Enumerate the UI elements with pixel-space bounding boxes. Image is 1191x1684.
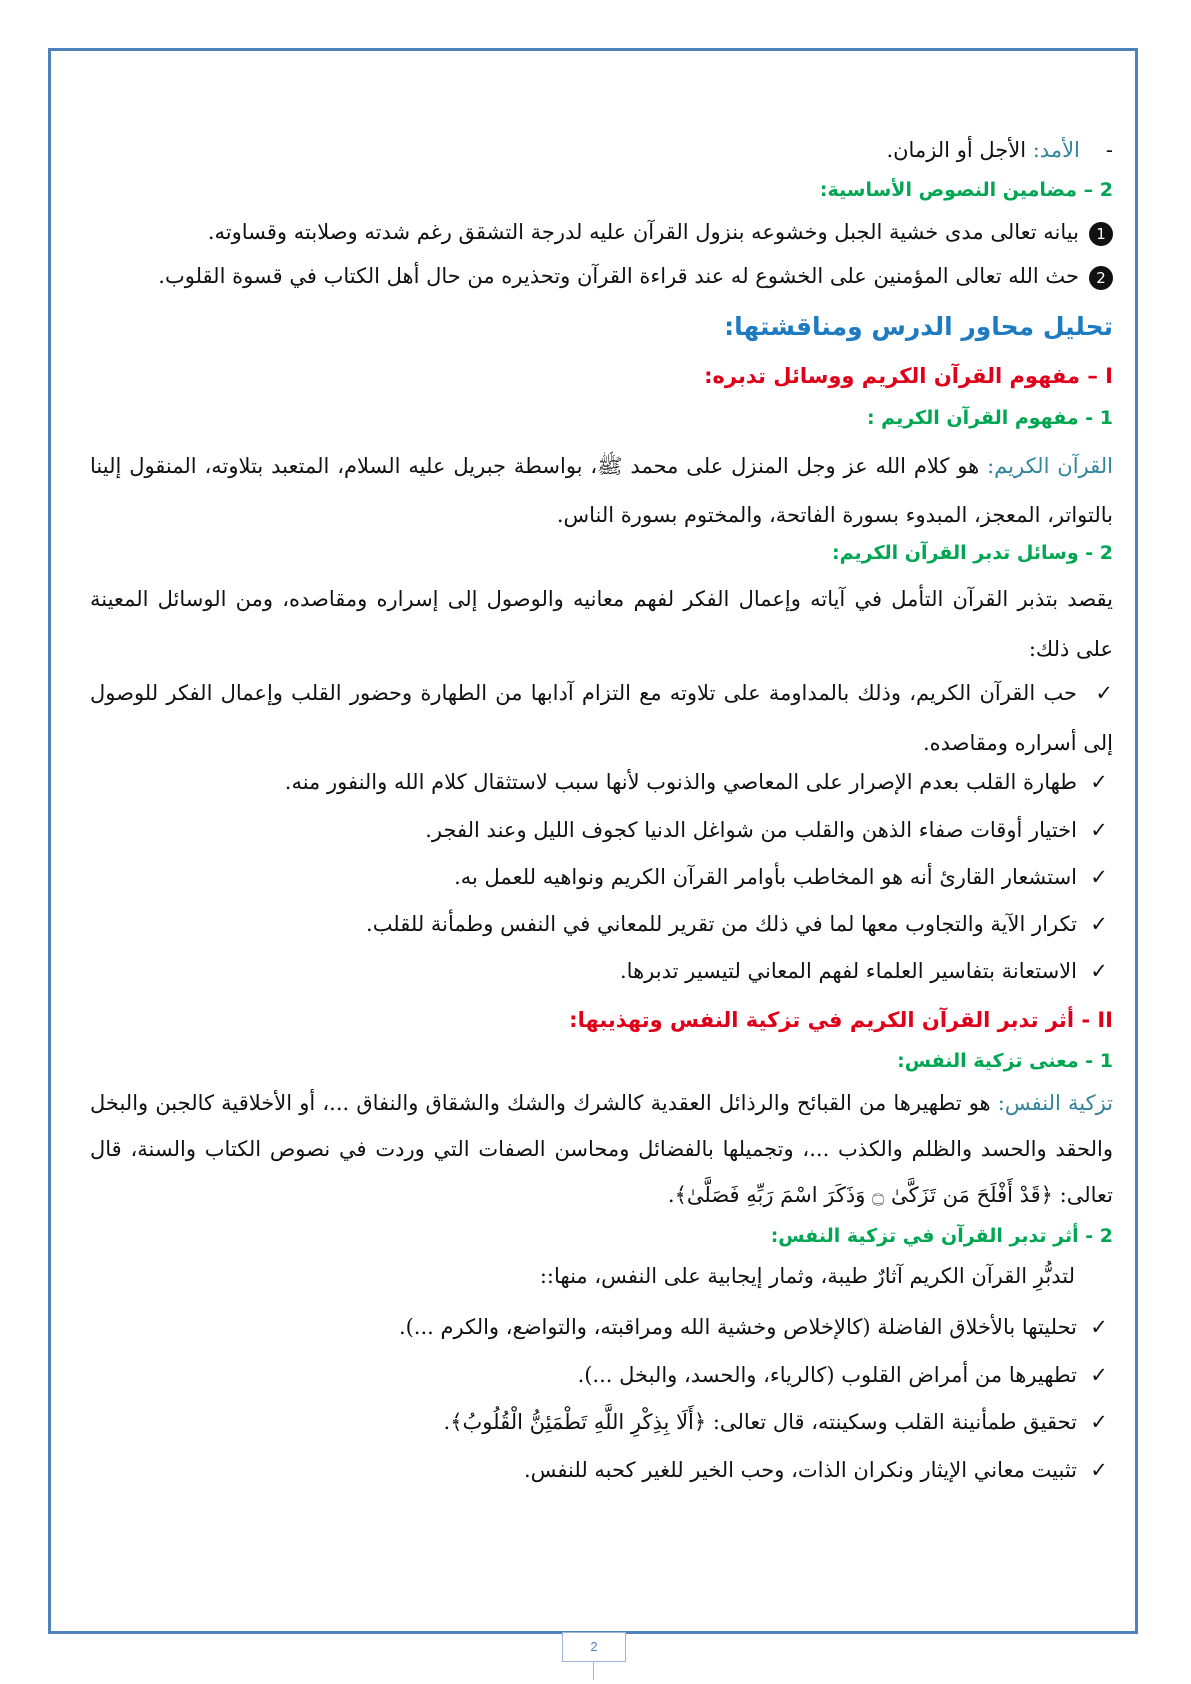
check-icon: ✓ xyxy=(1090,959,1108,983)
list-item: ✓طهارة القلب بعدم الإصرار على المعاصي والذنوب لأنها سبب لاستثقال كلام الله والنفور منه. xyxy=(90,766,1113,799)
check-icon: ✓ xyxy=(1090,770,1108,794)
page-number-connector xyxy=(593,1662,594,1680)
page-number: 2 xyxy=(562,1632,626,1662)
list-item: ✓اختيار أوقات صفاء الذهن والقلب من شواغل الدنيا كجوف الليل وعند الفجر. xyxy=(90,814,1113,847)
check-icon: ✓ xyxy=(1090,818,1108,842)
list-item: ✓حب القرآن الكريم، وذلك بالمداومة على تلاوته مع التزام آدابها من الطهارة وحضور القلب وإعمال الفكر للوصول إلى أسراره ومقاصده. xyxy=(90,668,1113,768)
check-icon: ✓ xyxy=(1090,912,1108,936)
check-icon: ✓ xyxy=(1090,865,1108,889)
part2-sub2-intro: لتدبُّرِ القرآن الكريم آثارٌ طيبة، وثمار إيجابية على النفس، منها:: xyxy=(539,1264,1075,1288)
glossary-text: الأجل أو الزمان. xyxy=(886,138,1033,162)
list-item: ✓تثبيت معاني الإيثار ونكران الذات، وحب الخير للغير كحبه للنفس. xyxy=(90,1454,1113,1487)
list-item: ✓تحليتها بالأخلاق الفاضلة (كالإخلاص وخشية الله ومراقبته، والتواضع، والكرم ...). xyxy=(90,1311,1113,1344)
list-item: ✓استشعار القارئ أنه هو المخاطب بأوامر القرآن الكريم ونواهيه للعمل به. xyxy=(90,861,1113,894)
analysis-heading: تحليل محاور الدرس ومناقشتها: xyxy=(724,312,1113,341)
list-item: ✓الاستعانة بتفاسير العلماء لفهم المعاني لتيسير تدبرها. xyxy=(90,955,1113,988)
definition-text: هو كلام الله عز وجل المنزل على محمد ﷺ، بواسطة جبريل عليه السلام، المتعبد بتلاوته، المنقول إلينا بالتواتر، المعجز، المبدوء بسورة الفاتحة، والمختوم بسورة الناس. xyxy=(90,454,1113,527)
number-badge: 1 xyxy=(1089,222,1113,246)
definition-text: هو تطهيرها من القبائح والرذائل العقدية كالشرك والشك والشقاق والنفاق ...، أو الأخلاقية كالجبن والبخل والحقد والحسد والظلم والكذب ...، وتجميلها بالفضائل ومحاسن الصفات التي وردت في نصوص الكتاب والسنة، قال تعالى: ﴿قَدْ أَفْلَحَ مَن تَزَكَّىٰ ۝ وَذَكَرَ اسْمَ رَبِّهِ فَصَلَّىٰ﴾. xyxy=(90,1091,1113,1207)
part1-sub2-intro: يقصد بتذبر القرآن التأمل في آياته وإعمال الفكر لفهم معانيه والوصول إلى إسراره ومقاصده، ومن الوسائل المعينة على ذلك: xyxy=(90,587,1113,661)
definition-term: تزكية النفس: xyxy=(997,1091,1113,1115)
part1-sub1-heading: 1 - مفهوم القرآن الكريم : xyxy=(866,407,1113,429)
part1-heading: I – مفهوم القرآن الكريم ووسائل تدبره: xyxy=(704,364,1113,388)
summary-text: بيانه تعالى مدى خشية الجبل وخشوعه بنزول القرآن عليه لدرجة التشقق رغم شدته وصلابته وقساوته. xyxy=(207,220,1079,244)
list-item: ✓تطهيرها من أمراض القلوب (كالرياء، والحسد، والبخل ...). xyxy=(90,1359,1113,1392)
list-item: ✓تكرار الآية والتجاوب معها لما في ذلك من تقرير للمعاني في النفس وطمأنة للقلب. xyxy=(90,908,1113,941)
section2-heading: 2 – مضامين النصوص الأساسية: xyxy=(819,179,1113,201)
part2-sub2-heading: 2 - أثر تدبر القرآن في تزكية النفس: xyxy=(770,1225,1113,1247)
summary-item-1 xyxy=(90,216,1113,249)
summary-item-2 xyxy=(90,260,1113,293)
glossary-dash: - xyxy=(1105,138,1113,162)
part1-sub2-heading: 2 - وسائل تدبر القرآن الكريم: xyxy=(832,542,1113,564)
glossary-item xyxy=(90,134,1113,167)
part2-heading: II - أثر تدبر القرآن الكريم في تزكية النفس وتهذيبها: xyxy=(569,1008,1113,1032)
check-icon: ✓ xyxy=(1090,1363,1108,1387)
summary-text: حث الله تعالى المؤمنين على الخشوع له عند قراءة القرآن وتحذيره من حال أهل الكتاب في قسوة القلوب. xyxy=(158,264,1079,288)
glossary-term: الأمد: xyxy=(1032,138,1080,162)
list-item: ✓تحقيق طمأنينة القلب وسكينته، قال تعالى: ﴿أَلَا بِذِكْرِ اللَّهِ تَطْمَئِنُّ الْقُلُوبُ﴾. xyxy=(90,1406,1113,1439)
check-icon: ✓ xyxy=(1090,1315,1108,1339)
tazkiya-definition xyxy=(90,1080,1113,1218)
quran-definition xyxy=(90,442,1113,540)
definition-term: القرآن الكريم: xyxy=(987,454,1113,478)
check-icon: ✓ xyxy=(1095,681,1113,705)
check-icon: ✓ xyxy=(1090,1410,1108,1434)
check-icon: ✓ xyxy=(1090,1458,1108,1482)
part2-sub1-heading: 1 - معنى تزكية النفس: xyxy=(897,1050,1113,1072)
number-badge: 2 xyxy=(1089,266,1113,290)
